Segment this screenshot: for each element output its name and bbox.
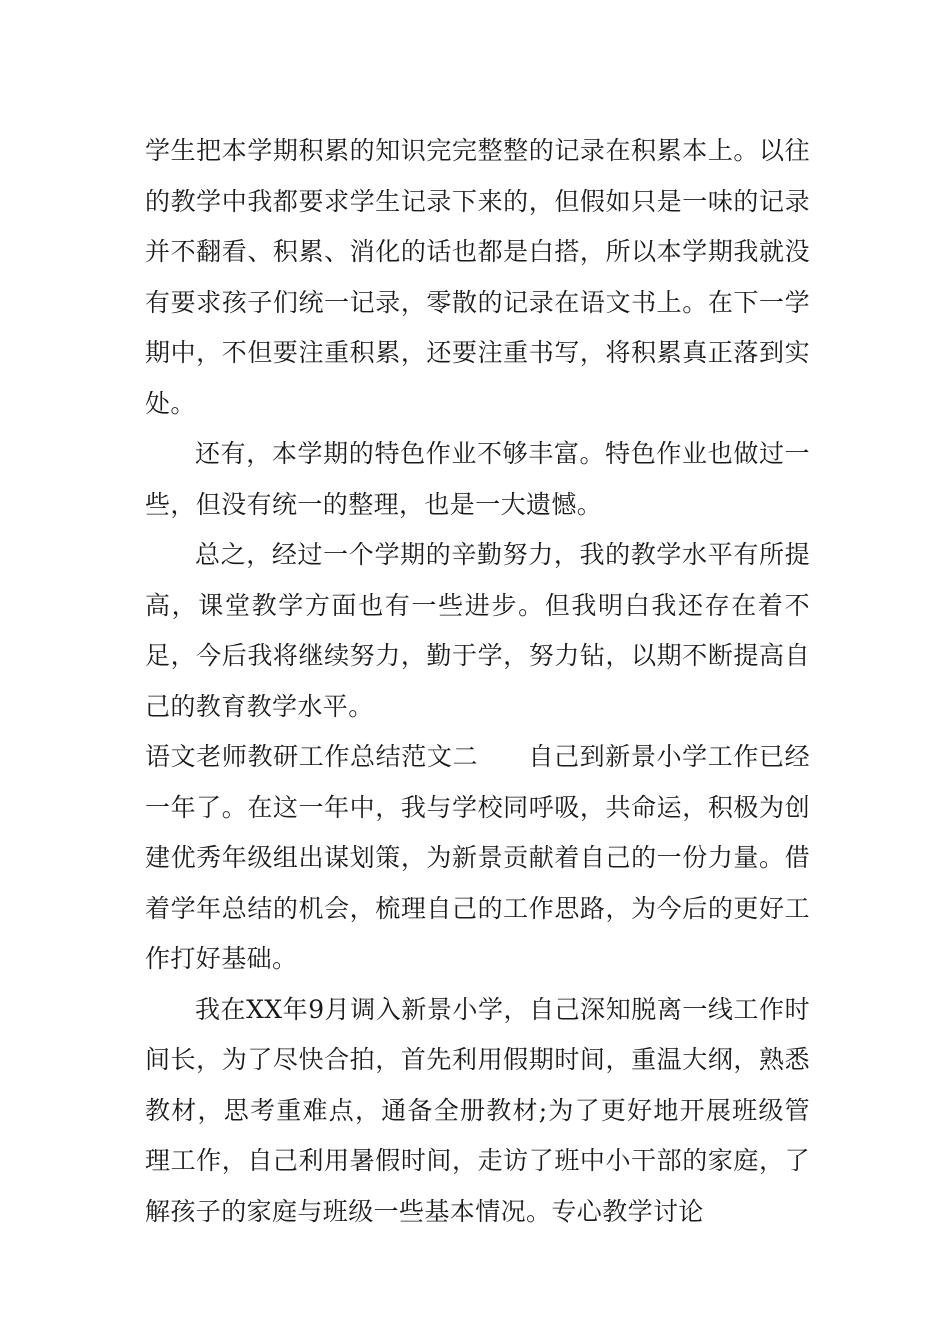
paragraph-summary: 总之，经过一个学期的辛勤努力，我的教学水平有所提高，课堂教学方面也有一些进步。但我明白我还存在着不足，今后我将继续努力，勤于学，努力钻，以期不断提高自己的教育教学水平。 [145,540,810,721]
section-title: 语文老师教研工作总结范文二 [145,742,479,771]
section-two [145,732,810,985]
document-body [145,126,810,1237]
paragraph-homework: 还有，本学期的特色作业不够丰富。特色作业也做过一些，但没有统一的整理，也是一大遗憾。 [145,439,810,519]
section-intro-text: 自己到新景小学工作已经一年了。在这一年中，我与学校同呼吸，共命运，积极为创建优秀年级组出谋划策，为新景贡献着自己的一份力量。借着学年总结的机会，梳理自己的工作思路，为今后的更好工作打好基础。 [145,742,810,973]
paragraph-accumulation: 学生把本学期积累的知识完完整整的记录在积累本上。以往的教学中我都要求学生记录下来的，但假如只是一味的记录并不翻看、积累、消化的话也都是白搭，所以本学期我就没有要求孩子们统一记录，零散的记录在语文书上。在下一学期中，不但要注重积累，还要注重书写，将积累真正落到实处。 [145,136,810,418]
paragraph-transfer: 我在XX年9月调入新景小学，自己深知脱离一线工作时间长，为了尽快合拍，首先利用假期时间，重温大纲，熟悉教材，思考重难点，通备全册教材;为了更好地开展班级管理工作，自己利用暑假时间，走访了班中小干部的家庭，了解孩子的家庭与班级一些基本情况。专心教学讨论 [145,994,810,1226]
